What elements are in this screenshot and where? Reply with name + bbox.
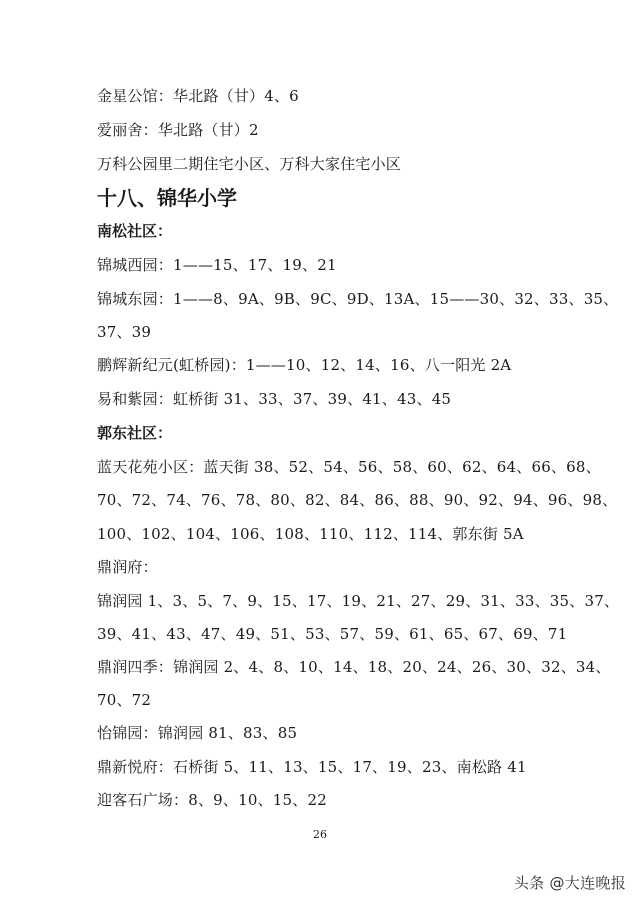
text-line: 易和紫园：虹桥街 31、33、37、39、41、43、45 [97,390,452,408]
section-heading: 十八、锦华小学 [97,186,237,210]
page-number: 26 [313,828,327,841]
text-line: 锦润园 1、3、5、7、9、15、17、19、21、27、29、31、33、35、37、 [97,592,620,610]
text-line: 迎客石广场：8、9、10、15、22 [97,791,327,809]
text-line: 鼎新悦府：石桥街 5、11、13、15、17、19、23、南松路 41 [97,758,527,776]
text-line: 39、41、43、47、49、51、53、57、59、61、65、67、69、71 [97,625,568,643]
text-line: 锦城东园：1——8、9A、9B、9C、9D、13A、15——30、32、33、35、 [97,290,619,308]
community-title: 郭东社区： [97,424,173,442]
text-line: 蓝天花苑小区：蓝天街 38、52、54、56、58、60、62、64、66、68、 [97,458,601,476]
text-line: 鹏辉新纪元(虹桥园)：1——10、12、14、16、八一阳光 2A [97,356,512,374]
watermark: 头条 @大连晚报 [513,874,626,892]
text-line: 锦城西园：1——15、17、19、21 [97,256,337,274]
text-line: 怡锦园：锦润园 81、83、85 [97,724,298,742]
text-line: 鼎润府： [97,558,158,576]
text-line: 爱丽舍：华北路（甘）2 [97,121,259,139]
text-line: 70、72、74、76、78、80、82、84、86、88、90、92、94、96、98、 [97,491,618,509]
text-line: 100、102、104、106、108、110、112、114、郭东街 5A [97,525,524,543]
text-line: 37、39 [97,323,152,341]
text-line: 70、72 [97,691,152,709]
text-line: 金星公馆：华北路（甘）4、6 [97,87,299,105]
community-title: 南松社区： [97,222,173,240]
text-line: 万科公园里二期住宅小区、万科大家住宅小区 [97,155,402,173]
text-line: 鼎润四季：锦润园 2、4、8、10、14、18、20、24、26、30、32、34、 [97,658,611,676]
